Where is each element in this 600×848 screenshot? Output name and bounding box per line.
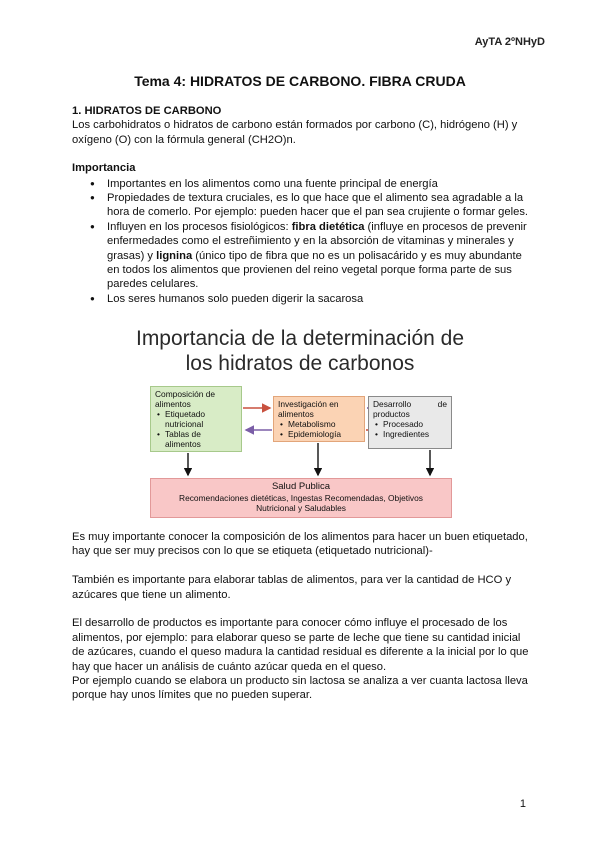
paragraph-line: El desarrollo de productos es importante para conocer cómo influye el procesado de los: [72, 617, 508, 630]
paragraph-line: hay que hacer un análisis de cuánto azúcar queda en el queso.: [72, 660, 387, 673]
bold-term: fibra dietética: [291, 220, 365, 233]
list-item: • Epidemiología: [288, 429, 360, 439]
paragraph-line: alimentos, por ejemplo: para elaborar queso se parte de leche que tiene su cantidad inicial: [72, 631, 521, 644]
list-item: • Metabolismo: [288, 419, 360, 429]
composition-box: Composición de alimentos • Etiquetado nutricional • Tablas de alimentos: [150, 386, 242, 452]
importance-list: [72, 177, 530, 307]
importance-heading: Importancia: [72, 162, 136, 175]
paragraph-line: También es importante para elaborar tablas de alimentos, para ver la cantidad de HCO y: [72, 574, 512, 587]
list-item: • Tablas de alimentos: [165, 429, 237, 449]
intro-line: oxígeno (O) con la fórmula general (CH2O)n.: [72, 133, 296, 146]
importance-diagram: [130, 326, 470, 526]
section-carbohydrates: [72, 104, 530, 306]
paragraph-line: Es muy importante conocer la composición de los alimentos para hacer un buen etiquetado,: [72, 531, 528, 543]
page-title: Tema 4: HIDRATOS DE CARBONO. FIBRA CRUDA: [134, 73, 466, 89]
diagram-title: Importancia de la determinación de los hidratos de carbonos: [135, 327, 465, 375]
public-health-box: Salud Publica Recomendaciones dietéticas, Ingestas Recomendadas, Objetivos Nutricional y Saludables: [150, 478, 452, 518]
explanation-text: [72, 530, 530, 703]
paragraph-line: hay que ser muy precisos con lo que se etiqueta (etiquetado nutricional)-: [72, 545, 433, 558]
research-box: Investigación en alimentos • Metabolismo • Epidemiología: [273, 396, 365, 442]
paragraph-line: Por ejemplo cuando se elabora un producto sin lactosa se analiza a ver cuanta lactosa lleva: [72, 675, 528, 688]
list-item: • Ingredientes: [383, 429, 447, 439]
list-item: • Procesado: [383, 419, 447, 429]
intro-line: Los carbohidratos o hidratos de carbono están formados por carbono (C), hidrógeno (H) y: [72, 119, 518, 132]
paragraph-line: de azúcares, cuando el queso madura la cantidad residual es diferente a la inicial por lo que: [72, 646, 529, 659]
list-item: ● Los seres humanos solo pueden digerir la sacarosa: [107, 292, 530, 306]
paragraph-line: azúcares que tiene un alimento.: [72, 588, 231, 601]
list-item: ● Influyen en los procesos fisiológicos: fibra dietética (influye en procesos de prevenir enfermedades como el estreñimiento y en la absorción de vitaminas y minerales y grasas) y lignina (único tipo de fibra que no es un polisacárido y es muy abundante en todos los alimentos que provienen del reino vegetal porque forma parte de sus paredes celulares.: [107, 220, 530, 292]
bold-term: lignina: [156, 249, 193, 262]
page-number: 1: [519, 798, 526, 810]
paragraph-line: porque hay unos límites que no pueden superar.: [72, 689, 313, 702]
list-item: ● Propiedades de textura cruciales, es lo que hace que el alimento sea agradable a la hora de comerlo. Por ejemplo: pueden hacer que el pan sea crujiente o formar geles.: [107, 191, 530, 220]
section-heading: 1. HIDRATOS DE CARBONO: [72, 105, 222, 117]
list-item: • Etiquetado nutricional: [165, 409, 237, 429]
list-item: ● Importantes en los alimentos como una fuente principal de energía: [107, 177, 530, 191]
development-box: Desarrollo de productos • Procesado • Ingredientes: [368, 396, 452, 449]
course-header: AyTA 2ºNHyD: [474, 36, 545, 48]
